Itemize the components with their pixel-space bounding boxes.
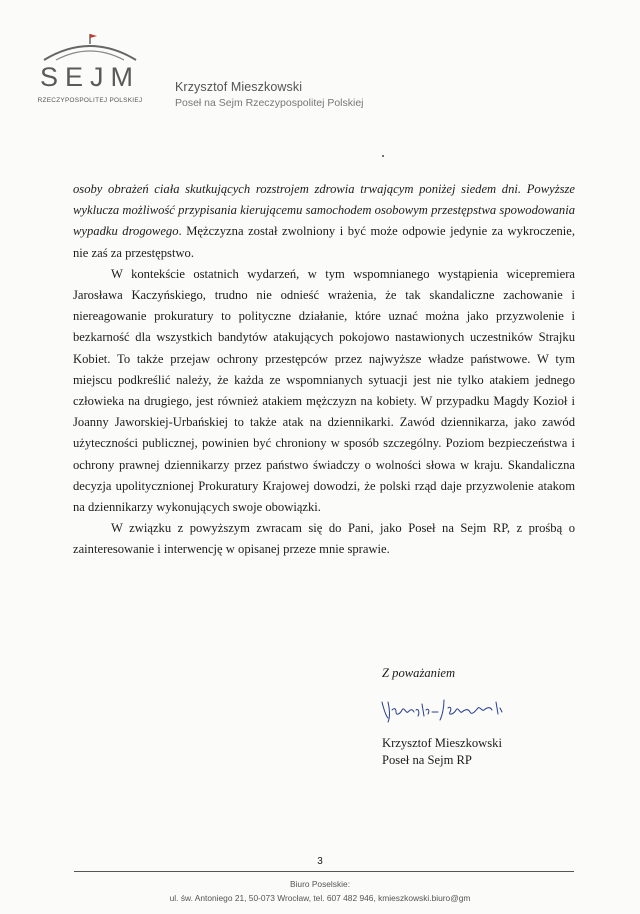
logo-subtitle: RZECZYPOSPOLITEJ POLSKIEJ bbox=[37, 97, 143, 104]
paragraph-1 bbox=[73, 179, 575, 264]
salutation: Z poważaniem bbox=[382, 666, 456, 680]
letter-body bbox=[73, 179, 575, 561]
footer-address: ul. św. Antoniego 21, 50-073 Wrocław, tel. 607 482 946, kmieszkowski.biuro@gm bbox=[169, 893, 471, 903]
header-name: Krzysztof Mieszkowski bbox=[175, 80, 303, 94]
footer-office-label: Biuro Poselskie: bbox=[289, 879, 351, 889]
paragraph-3: W związku z powyższym zwracam się do Pani, jako Poseł na Sejm RP, z prośbą o zainteresowanie i interwencję w opisanej przeze mnie sprawie. bbox=[73, 521, 575, 557]
signer-role: Poseł na Sejm RP bbox=[382, 753, 472, 767]
paragraph-2: W kontekście ostatnich wydarzeń, w tym wspomnianego wystąpienia wicepremiera Jarosława Kaczyńskiego, trudno nie odnieść wrażenia, że tak skandaliczne zachowanie i niereagowanie prokuratury to polityczne działanie, które uznać można jako przyzwolenie i bezkarność dla wszystkich bandytów atakujących pokojowo nastawionych uczestników Strajku Kobiet. To także przejaw ochrony przestępców przez najwyższe władze państwowe. W tym miejscu podkreślić należy, że każda ze wspomnianych sytuacji jest nie tylko atakiem jednego człowieka na drugiego, jest również atakiem mężczyzn na kobiety. W przypadku Magdy Kozioł i Joanny Jaworskiej-Urbańskiej to także atak na dziennikarki. Zawód dziennikarza, jako zawód użyteczności publicznej, powinien być chroniony w sposób szczególny. Poziom bezpieczeństwa i ochrony prawnej dziennikarzy przez państwo świadczy o wolności słowa w kraju. Skandaliczna decyzja upolitycznionej Prokuratury Krajowej dowodzi, że polski rząd daje przyzwolenie atakom na dziennikarzy wykonujących swoje obowiązki. bbox=[73, 266, 575, 515]
page-number: 3 bbox=[317, 856, 323, 867]
signer-block bbox=[382, 735, 502, 769]
logo-word: SEJM bbox=[39, 62, 140, 92]
handwritten-signature bbox=[378, 694, 528, 724]
sejm-logo bbox=[34, 30, 146, 108]
paragraph-1-italic: osoby obrażeń ciała skutkujących rozstrojem zdrowia trwającym poniżej siedem dni. Powyższe wyklucza możliwość przypisania kierującemu samochodem osobowym przestępstwa spowodowania wypadku drogowego bbox=[73, 182, 575, 239]
stray-dot bbox=[382, 155, 384, 157]
paragraph-1-rest: . Mężczyzna został zwolniony i być może odpowie jedynie za wykroczenie, nie zaś za przestępstwo. bbox=[73, 224, 575, 260]
signer-name: Krzysztof Mieszkowski bbox=[382, 736, 502, 750]
header-role: Poseł na Sejm Rzeczypospolitej Polskiej bbox=[175, 97, 364, 109]
footer-divider bbox=[74, 871, 574, 872]
